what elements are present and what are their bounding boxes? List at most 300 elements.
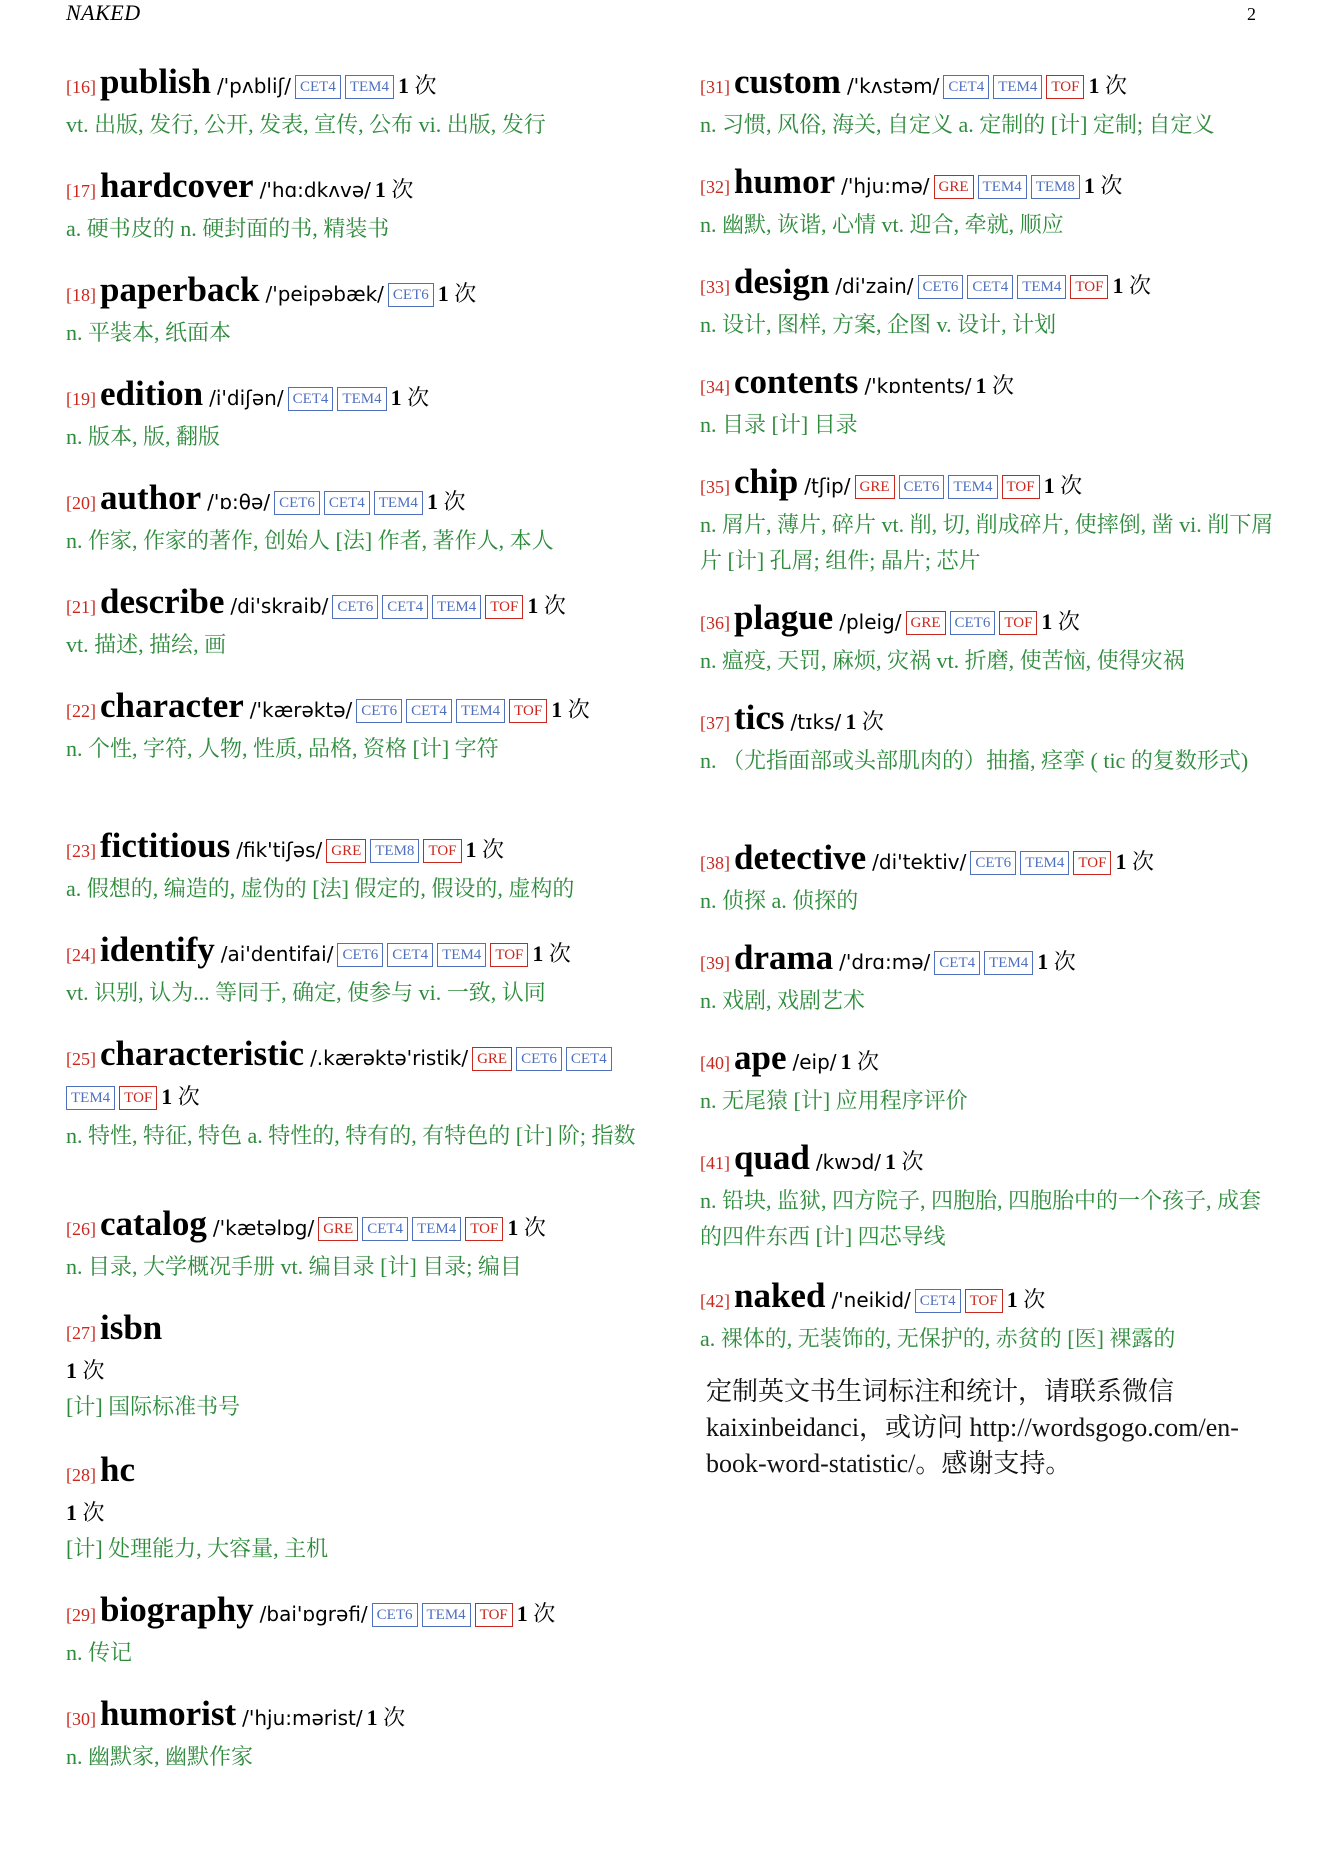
definition: [计] 处理能力, 大容量, 主机 <box>66 1536 329 1561</box>
exam-tag: CET4 <box>406 699 452 723</box>
word-entry <box>700 464 1276 579</box>
headword: naked <box>734 1276 826 1315</box>
definition: n. （尤指面部或头部肌肉的）抽搐, 痉挛 ( tic 的复数形式) <box>700 748 1249 773</box>
headword: humor <box>734 162 836 201</box>
word-entry <box>700 164 1276 243</box>
definition: a. 硬书皮的 n. 硬封面的书, 精装书 <box>66 216 390 241</box>
occurrence-count <box>551 697 590 722</box>
exam-tag: CET4 <box>915 1289 961 1313</box>
entry-number: [30] <box>66 1709 96 1729</box>
exam-tag: TOF <box>465 1217 503 1241</box>
occurrence-count <box>975 373 1014 398</box>
occurrence-count <box>1084 173 1123 198</box>
exam-tag: TEM4 <box>984 951 1033 975</box>
word-entry <box>66 828 640 907</box>
entry-headline <box>66 1206 640 1249</box>
occurrence-count <box>161 1084 200 1109</box>
headword: hardcover <box>100 166 254 205</box>
exam-tag: TEM8 <box>370 839 419 863</box>
count-suffix: 次 <box>1128 273 1151 298</box>
word-entry <box>700 1140 1276 1255</box>
definition: n. 无尾猿 [计] 应用程序评价 <box>700 1088 968 1113</box>
exam-tag: CET4 <box>943 75 989 99</box>
count-value: 1 <box>840 1049 852 1074</box>
entry-headline <box>700 700 1276 743</box>
headword: contents <box>734 362 859 401</box>
count-value: 1 <box>507 1215 519 1240</box>
page-header <box>66 0 1256 30</box>
phonetic: /tɪks/ <box>790 710 842 734</box>
word-entry <box>66 1592 640 1671</box>
occurrence-count <box>375 177 414 202</box>
exam-tag: TOF <box>119 1086 157 1110</box>
entry-headline <box>700 164 1276 207</box>
exam-tag: TEM4 <box>948 475 997 499</box>
count-suffix: 次 <box>414 73 437 98</box>
entry-headline <box>66 1592 640 1635</box>
entry-headline <box>66 1310 640 1353</box>
headword: plague <box>734 598 834 637</box>
definition: vt. 出版, 发行, 公开, 发表, 宣传, 公布 vi. 出版, 发行 <box>66 112 546 137</box>
count-value: 1 <box>426 489 438 514</box>
exam-tag: CET6 <box>337 943 383 967</box>
phonetic: /tʃip/ <box>804 474 851 498</box>
definition: n. 侦探 a. 侦探的 <box>700 888 859 913</box>
entry-headline <box>700 1278 1276 1321</box>
word-entry <box>66 584 640 663</box>
exam-tag: TEM4 <box>978 175 1027 199</box>
entry-headline <box>66 168 640 211</box>
headword: drama <box>734 938 834 977</box>
phonetic: /'drɑ:mə/ <box>839 950 931 974</box>
definition: n. 屑片, 薄片, 碎片 vt. 削, 切, 削成碎片, 使摔倒, 凿 vi. 削下屑片 [计] 孔屑; 组件; 晶片; 芯片 <box>700 512 1274 573</box>
definition: n. 幽默家, 幽默作家 <box>66 1744 254 1769</box>
headword: design <box>734 262 830 301</box>
headword: tics <box>734 698 785 737</box>
entry-number: [38] <box>700 853 730 873</box>
occurrence-count <box>1037 949 1076 974</box>
entry-number: [41] <box>700 1153 730 1173</box>
entry-number: [32] <box>700 177 730 197</box>
word-entry <box>700 940 1276 1019</box>
word-entry <box>66 64 640 143</box>
phonetic: /'kʌstəm/ <box>846 74 940 98</box>
occurrence-count <box>507 1215 546 1240</box>
count-suffix: 次 <box>1057 609 1080 634</box>
word-entry <box>700 840 1276 919</box>
phonetic: /i'diʃən/ <box>209 386 284 410</box>
exam-tag: GRE <box>472 1047 512 1071</box>
count-suffix: 次 <box>407 385 430 410</box>
entry-headline <box>66 272 640 315</box>
count-value: 1 <box>437 281 449 306</box>
phonetic: /'kætəlɒg/ <box>212 1216 315 1240</box>
entry-number: [36] <box>700 613 730 633</box>
count-value: 1 <box>551 697 563 722</box>
exam-tag: CET4 <box>382 595 428 619</box>
phonetic: /kwɔd/ <box>815 1150 882 1174</box>
exam-tag: GRE <box>326 839 366 863</box>
count-value: 1 <box>1115 849 1127 874</box>
phonetic: /fik'tiʃəs/ <box>236 838 323 862</box>
phonetic: /'hju:mə/ <box>841 174 930 198</box>
word-entry <box>66 480 640 559</box>
exam-tag: TEM4 <box>1017 275 1066 299</box>
exam-tag: TOF <box>509 699 547 723</box>
count-suffix: 次 <box>1023 1287 1046 1312</box>
count-suffix: 次 <box>533 1601 556 1626</box>
exam-tag: GRE <box>855 475 895 499</box>
word-entry <box>66 1310 640 1425</box>
count-suffix: 次 <box>1053 949 1076 974</box>
headword: detective <box>734 838 867 877</box>
occurrence-count <box>1007 1287 1046 1312</box>
entry-number: [42] <box>700 1291 730 1311</box>
exam-tag: CET6 <box>356 699 402 723</box>
count-suffix: 次 <box>548 941 571 966</box>
occurrence-count <box>1112 273 1151 298</box>
occurrence-count <box>517 1601 556 1626</box>
occurrence-count <box>1115 849 1154 874</box>
exam-tag: TEM4 <box>456 699 505 723</box>
word-entry <box>66 688 640 767</box>
definition: n. 习惯, 风俗, 海关, 自定义 a. 定制的 [计] 定制; 自定义 <box>700 112 1215 137</box>
exam-tag: CET6 <box>332 595 378 619</box>
headword: hc <box>100 1450 135 1489</box>
definition: [计] 国际标准书号 <box>66 1394 241 1419</box>
entry-headline <box>700 264 1276 307</box>
entry-headline <box>700 1040 1276 1083</box>
entry-number: [17] <box>66 181 96 201</box>
exam-tag: TOF <box>965 1289 1003 1313</box>
word-entry <box>700 64 1276 143</box>
exam-tag: GRE <box>906 611 946 635</box>
definition: n. 设计, 图样, 方案, 企图 v. 设计, 计划 <box>700 312 1057 337</box>
phonetic: /di'tektiv/ <box>872 850 967 874</box>
entry-headline <box>700 64 1276 107</box>
exam-tag: CET4 <box>295 75 341 99</box>
occurrence-count <box>438 281 477 306</box>
exam-tag: CET6 <box>899 475 945 499</box>
definition: vt. 描述, 描绘, 画 <box>66 632 227 657</box>
headword: fictitious <box>100 826 231 865</box>
count-value: 1 <box>1037 949 1049 974</box>
occurrence-count <box>845 709 884 734</box>
entry-number: [25] <box>66 1049 96 1069</box>
entry-headline <box>700 940 1276 983</box>
count-value: 1 <box>527 593 539 618</box>
count-suffix: 次 <box>454 281 477 306</box>
word-entry <box>700 1278 1276 1357</box>
count-value: 1 <box>885 1149 897 1174</box>
entry-headline <box>66 584 640 627</box>
headword: publish <box>100 62 211 101</box>
entry-number: [39] <box>700 953 730 973</box>
word-entry <box>66 272 640 351</box>
exam-tag: TEM4 <box>1020 851 1069 875</box>
entry-headline <box>66 1452 640 1495</box>
entry-number: [20] <box>66 493 96 513</box>
entry-headline <box>700 464 1276 507</box>
word-entry <box>66 1036 640 1154</box>
count-value: 1 <box>374 177 386 202</box>
word-entry <box>66 932 640 1011</box>
headword: characteristic <box>100 1034 305 1073</box>
count-suffix: 次 <box>482 837 505 862</box>
count-suffix: 次 <box>543 593 566 618</box>
entry-headline <box>700 364 1276 407</box>
entry-headline <box>66 480 640 523</box>
phonetic: /di'skraib/ <box>230 594 329 618</box>
entry-number: [29] <box>66 1605 96 1625</box>
definition: n. 平装本, 纸面本 <box>66 320 232 345</box>
definition: n. 作家, 作家的著作, 创始人 [法] 作者, 著作人, 本人 <box>66 528 554 553</box>
count-suffix: 次 <box>991 373 1014 398</box>
phonetic: /'kɒntents/ <box>864 374 972 398</box>
exam-tag: TOF <box>1002 475 1040 499</box>
exam-tag: TEM4 <box>66 1086 115 1110</box>
exam-tag: CET4 <box>967 275 1013 299</box>
word-entry <box>700 600 1276 679</box>
count-value: 1 <box>465 837 477 862</box>
count-value: 1 <box>398 73 409 98</box>
headword: identify <box>100 930 215 969</box>
word-entry <box>700 1040 1276 1119</box>
count-suffix: 次 <box>1131 849 1154 874</box>
definition: a. 裸体的, 无装饰的, 无保护的, 赤贫的 [医] 裸露的 <box>700 1326 1176 1351</box>
entry-number: [23] <box>66 841 96 861</box>
occurrence-count <box>391 385 430 410</box>
entry-number: [35] <box>700 477 730 497</box>
occurrence-count <box>1044 473 1083 498</box>
book-title: NAKED <box>66 0 141 25</box>
entry-headline <box>700 840 1276 883</box>
count-suffix: 次 <box>391 177 414 202</box>
headword: paperback <box>100 270 260 309</box>
headword: custom <box>734 62 841 101</box>
exam-tag: CET4 <box>324 491 370 515</box>
headword: ape <box>734 1038 787 1077</box>
occurrence-count <box>527 593 566 618</box>
entry-headline <box>66 688 640 731</box>
count-value: 1 <box>1088 73 1100 98</box>
headword: quad <box>734 1138 810 1177</box>
headword: edition <box>100 374 204 413</box>
exam-tag: TEM4 <box>422 1603 471 1627</box>
count-value: 1 <box>1043 473 1055 498</box>
phonetic: /eip/ <box>792 1050 837 1074</box>
entry-headline <box>66 828 640 871</box>
definition: n. 目录, 大学概况手册 vt. 编目录 [计] 目录; 编目 <box>66 1254 522 1279</box>
definition: n. 铅块, 监狱, 四方院子, 四胞胎, 四胞胎中的一个孩子, 成套的四件东西 [计] 四芯导线 <box>700 1188 1262 1249</box>
entry-number: [37] <box>700 713 730 733</box>
count-suffix: 次 <box>82 1500 105 1525</box>
entry-number: [18] <box>66 285 96 305</box>
definition: n. 个性, 字符, 人物, 性质, 品格, 资格 [计] 字符 <box>66 736 499 761</box>
exam-tag: CET4 <box>362 1217 408 1241</box>
exam-tag: TEM4 <box>412 1217 461 1241</box>
exam-tag: TEM4 <box>437 943 486 967</box>
entry-headline <box>66 376 640 419</box>
definition: n. 幽默, 诙谐, 心情 vt. 迎合, 牵就, 顺应 <box>700 212 1064 237</box>
exam-tag: TOF <box>490 943 528 967</box>
occurrence-line <box>66 1495 640 1531</box>
exam-tag: CET6 <box>950 611 996 635</box>
count-suffix: 次 <box>177 1084 200 1109</box>
exam-tag: TEM4 <box>993 75 1042 99</box>
definition: n. 戏剧, 戏剧艺术 <box>700 988 866 1013</box>
entry-headline <box>66 932 640 975</box>
headword: character <box>100 686 244 725</box>
page-number: 2 <box>1247 4 1256 24</box>
exam-tag: CET6 <box>274 491 320 515</box>
exam-tag: TOF <box>1073 851 1111 875</box>
definition: n. 特性, 特征, 特色 a. 特性的, 特有的, 有特色的 [计] 阶; 指数 <box>66 1123 636 1148</box>
entry-number: [16] <box>66 77 96 97</box>
word-entry <box>66 1206 640 1285</box>
word-entry <box>66 1696 640 1775</box>
exam-tag: TOF <box>1046 75 1084 99</box>
count-suffix: 次 <box>383 1705 406 1730</box>
entry-number: [31] <box>700 77 730 97</box>
exam-tag: TOF <box>475 1603 513 1627</box>
count-value: 1 <box>975 373 987 398</box>
headword: author <box>100 478 202 517</box>
word-entry <box>700 364 1276 443</box>
count-suffix: 次 <box>82 1358 105 1383</box>
entry-number: [28] <box>66 1465 96 1485</box>
occurrence-count <box>367 1705 406 1730</box>
exam-tag: TOF <box>423 839 461 863</box>
count-value: 1 <box>1112 273 1124 298</box>
exam-tag: CET4 <box>934 951 980 975</box>
count-value: 1 <box>532 941 544 966</box>
occurrence-count <box>466 837 505 862</box>
count-value: 1 <box>366 1705 378 1730</box>
count-suffix: 次 <box>901 1149 924 1174</box>
count-suffix: 次 <box>567 697 590 722</box>
word-entry <box>66 376 640 455</box>
exam-tag: TEM4 <box>374 491 423 515</box>
count-value: 1 <box>1083 173 1095 198</box>
count-value: 1 <box>516 1601 528 1626</box>
occurrence-count <box>532 941 571 966</box>
exam-tag: CET4 <box>566 1047 612 1071</box>
count-suffix: 次 <box>523 1215 546 1240</box>
phonetic: /'hɑ:dkʌvə/ <box>259 178 371 202</box>
headword: chip <box>734 462 799 501</box>
phonetic: /'peipəbæk/ <box>265 282 384 306</box>
occurrence-count <box>885 1149 924 1174</box>
entry-number: [34] <box>700 377 730 397</box>
phonetic: /'neikid/ <box>831 1288 911 1312</box>
exam-tag: GRE <box>318 1217 358 1241</box>
count-value: 1 <box>161 1084 173 1109</box>
count-suffix: 次 <box>1104 73 1127 98</box>
entry-number: [26] <box>66 1219 96 1239</box>
occurrence-count <box>1041 609 1080 634</box>
definition: a. 假想的, 编造的, 虚伪的 [法] 假定的, 假设的, 虚构的 <box>66 876 575 901</box>
exam-tag: TEM4 <box>345 75 394 99</box>
entry-number: [21] <box>66 597 96 617</box>
phonetic: /di'zain/ <box>835 274 914 298</box>
count-value: 1 <box>1006 1287 1018 1312</box>
entry-headline <box>700 1140 1276 1183</box>
occurrence-count <box>427 489 466 514</box>
count-value: 1 <box>390 385 402 410</box>
word-entry <box>700 700 1276 779</box>
exam-tag: CET6 <box>970 851 1016 875</box>
headword: humorist <box>100 1694 237 1733</box>
occurrence-count <box>1088 73 1127 98</box>
phonetic: /bai'ɒgrəfi/ <box>259 1602 368 1626</box>
definition: vt. 识别, 认为... 等同于, 确定, 使参与 vi. 一致, 认同 <box>66 980 546 1005</box>
entry-headline <box>66 64 640 107</box>
phonetic: /pleig/ <box>839 610 902 634</box>
count-suffix: 次 <box>443 489 466 514</box>
promo-text: 定制英文书生词标注和统计，请联系微信 kaixinbeidanci，或访问 http://wordsgogo.com/en-book-word-statistic/。感谢支持。 <box>706 1377 1239 1478</box>
count-suffix: 次 <box>1100 173 1123 198</box>
exam-tag: CET4 <box>288 387 334 411</box>
count-suffix: 次 <box>861 709 884 734</box>
entry-headline <box>66 1696 640 1739</box>
phonetic: /'pʌbliʃ/ <box>216 74 291 98</box>
headword: isbn <box>100 1308 163 1347</box>
entry-number: [24] <box>66 945 96 965</box>
exam-tag: TEM8 <box>1031 175 1080 199</box>
phonetic: /'hju:mərist/ <box>242 1706 363 1730</box>
phonetic: /.kærəktə'ristik/ <box>310 1046 469 1070</box>
exam-tag: CET6 <box>372 1603 418 1627</box>
entry-number: [40] <box>700 1053 730 1073</box>
entry-number: [22] <box>66 701 96 721</box>
exam-tag: TEM4 <box>337 387 386 411</box>
headword: catalog <box>100 1204 207 1243</box>
occurrence-count <box>841 1049 880 1074</box>
count-suffix: 次 <box>1060 473 1083 498</box>
count-value: 1 <box>66 1358 77 1383</box>
entry-number: [33] <box>700 277 730 297</box>
count-value: 1 <box>66 1500 77 1525</box>
exam-tag: CET4 <box>387 943 433 967</box>
phonetic: /'ɒ:θə/ <box>207 490 271 514</box>
word-entry <box>66 168 640 247</box>
definition: n. 传记 <box>66 1640 133 1665</box>
exam-tag: GRE <box>934 175 974 199</box>
exam-tag: CET6 <box>388 283 434 307</box>
occurrence-line <box>66 1353 640 1389</box>
phonetic: /'kærəktə/ <box>249 698 353 722</box>
definition: n. 目录 [计] 目录 <box>700 412 858 437</box>
entry-number: [27] <box>66 1323 96 1343</box>
count-value: 1 <box>845 709 857 734</box>
exam-tag: CET6 <box>516 1047 562 1071</box>
exam-tag: TEM4 <box>432 595 481 619</box>
entry-number: [19] <box>66 389 96 409</box>
headword: describe <box>100 582 225 621</box>
entry-headline <box>66 1036 640 1118</box>
count-value: 1 <box>1041 609 1053 634</box>
exam-tag: CET6 <box>918 275 964 299</box>
word-entry <box>700 264 1276 343</box>
exam-tag: TOF <box>999 611 1037 635</box>
headword: biography <box>100 1590 254 1629</box>
word-entry <box>66 1452 640 1567</box>
exam-tag: TOF <box>485 595 523 619</box>
definition: n. 瘟疫, 天罚, 麻烦, 灾祸 vt. 折磨, 使苦恼, 使得灾祸 <box>700 648 1185 673</box>
definition: n. 版本, 版, 翻版 <box>66 424 221 449</box>
entry-headline <box>700 600 1276 643</box>
